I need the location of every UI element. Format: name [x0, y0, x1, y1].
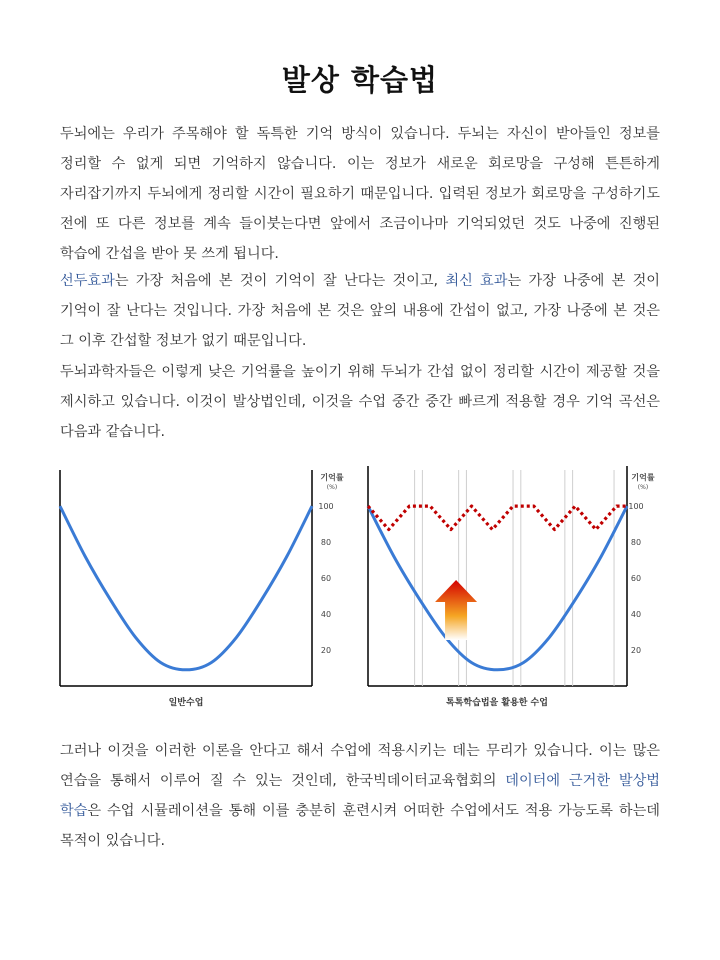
chart-tick-label: 60 — [630, 574, 642, 584]
chart-series-line — [60, 506, 312, 670]
paragraph-memory-method: 두뇌에는 우리가 주목해야 할 독특한 기억 방식이 있습니다. 두뇌는 자신이 받아들인 정보를 정리할 수 없게 되면 기억하지 않습니다. 이는 정보가 새로운 회로망을 구성해 튼튼하게 자리잡기까지 두뇌에게 정리할 시간이 필요하기 때문입니다. 입력된 정보가 회로망을 구성하기도 전에 또 다른 정보를 계속 들이붓는다면 앞에서 조금이나마 기억되었던 것도 나중에 진행된 학습에 간섭을 받아 못 쓰게 됩니다. — [60, 126, 660, 262]
paragraph-conclusion — [60, 736, 660, 856]
highlight-recency-effect: 최신 효과 — [445, 273, 508, 289]
paragraph-idea-method: 두뇌과학자들은 이렇게 낮은 기억률을 높이기 위해 두뇌가 간섭 없이 정리할 시간이 제공할 것을 제시하고 있습니다. 이것이 발상법인데, 이것을 수업 중간 중간 빠르게 적용할 경우 기억 곡선은 다음과 같습니다. — [60, 364, 660, 440]
chart-tick-label: 60 — [320, 574, 332, 584]
highlight-data-based-learning: 데이터에 근거한 발상법 학습 — [60, 773, 660, 819]
chart-series-dotted-line — [368, 506, 627, 529]
paragraph-text: 그러나 이것을 이러한 이론을 안다고 해서 수업에 적용시키는 데는 무리가 있습니다. 이는 많은 연습을 통해서 이루어 질 수 있는 것인데, 한국빅데이터교육협회의 — [60, 743, 660, 789]
memory-curve-charts — [40, 462, 680, 712]
chart-tick-label: 80 — [630, 538, 642, 548]
chart-tick-label: 100 — [628, 502, 644, 512]
paragraph-text: 은 수업 시뮬레이션을 통해 이를 충분히 훈련시켜 어떠한 수업에서도 적용 가능도록 하는데 목적이 있습니다. — [60, 803, 660, 849]
chart-caption: 일반수업 — [168, 698, 204, 708]
memory-curve-figure — [40, 462, 680, 712]
chart-tick-label: 100 — [318, 502, 334, 512]
chart-ylabel: 기억률 — [631, 473, 655, 482]
chart-yunit: (%) — [637, 484, 649, 491]
chart-tick-label: 80 — [320, 538, 332, 548]
chart-tick-label: 20 — [630, 646, 642, 656]
chart-ylabel: 기억률 — [320, 473, 344, 482]
highlight-primacy-effect: 선두효과 — [60, 273, 115, 289]
page-title: 발상 학습법 — [281, 63, 439, 97]
chart-tick-label: 40 — [320, 610, 332, 620]
chart-tick-label: 40 — [630, 610, 642, 620]
paragraph-text: 는 가장 나중에 본 것이 기억이 잘 난다는 것입니다. 가장 처음에 본 것은 앞의 내용에 간섭이 없고, 가장 나중에 본 것은 그 이후 간섭할 정보가 없기 때문입니다. — [60, 273, 660, 349]
chart-tick-label: 20 — [320, 646, 332, 656]
paragraph-primacy-recency — [60, 266, 660, 356]
paragraph-text: 는 가장 처음에 본 것이 기억이 잘 난다는 것이고, — [114, 273, 446, 289]
chart-series-line — [368, 506, 627, 670]
chart-yunit: (%) — [326, 484, 338, 491]
chart-caption: 톡톡학습법을 활용한 수업 — [446, 698, 548, 708]
